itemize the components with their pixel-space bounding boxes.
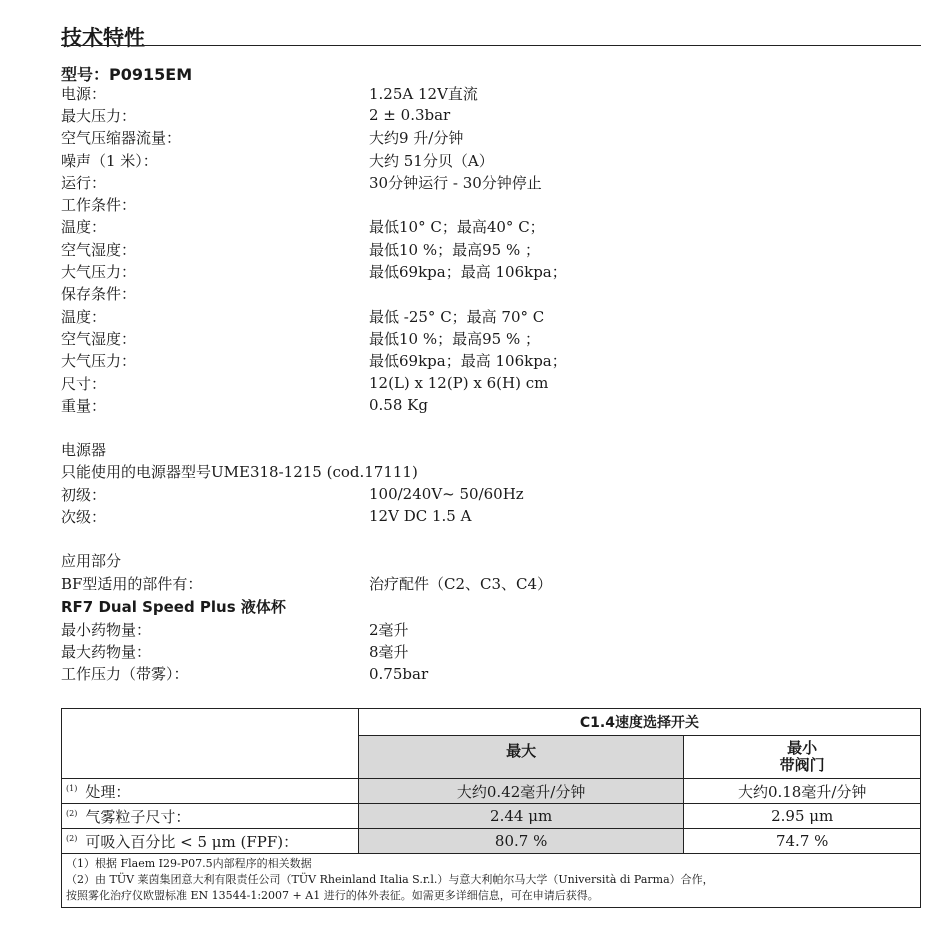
spec-label: BF型适用的部件有： <box>61 574 203 593</box>
spec-row <box>61 550 921 572</box>
nebulizer-specs <box>61 618 921 685</box>
spec-label: 大气压力： <box>61 352 137 371</box>
spec-label: 空气湿度： <box>61 329 137 348</box>
spec-row <box>61 216 921 238</box>
spec-row <box>61 483 921 505</box>
spec-row <box>61 394 921 416</box>
table-row <box>62 779 921 804</box>
title-underline <box>61 45 921 46</box>
table-row <box>62 829 921 854</box>
page-title: 技术特性 <box>61 26 145 50</box>
col-min-header <box>684 736 921 779</box>
table-footnotes <box>62 854 921 908</box>
spec-value: 最低69kpa；最高 106kpa； <box>369 352 567 371</box>
spec-label: 空气压缩器流量： <box>61 129 182 148</box>
footnote-2: （2）由 TÜV 莱茵集团意大利有限责任公司（TÜV Rheinland Italia S.r.l.）与意大利帕尔马大学（Università di Parma）合作， <box>66 873 714 886</box>
spec-row <box>61 260 921 282</box>
row-label: 可吸入百分比 < 5 μm (FPF)： <box>85 832 299 851</box>
spec-row <box>61 461 921 483</box>
table-row <box>62 804 921 829</box>
footnote-3: 按照雾化治疗仪欧盟标准 EN 13544-1:2007 + A1 进行的体外表征。如需更多详细信息，可在申请后获得。 <box>66 889 599 902</box>
spec-row <box>61 327 921 349</box>
spec-value: 100/240V~ 50/60Hz <box>369 485 524 504</box>
spec-row <box>61 618 921 640</box>
col-min-line2: 带阀门 <box>779 756 825 774</box>
table-body <box>62 779 921 854</box>
spec-value: 最低69kpa；最高 106kpa； <box>369 263 567 282</box>
spec-label: 只能使用的电源器型号UME318-1215 (cod.17111) <box>61 463 418 482</box>
spec-row <box>61 193 921 215</box>
max-value-cell: 80.7 % <box>358 829 683 854</box>
spec-row <box>61 572 921 594</box>
spec-label: 最小药物量： <box>61 620 152 639</box>
nebulizer-title: RF7 Dual Speed Plus 液体杯 <box>61 597 286 616</box>
spacer <box>61 416 921 438</box>
spec-row <box>61 127 921 149</box>
spec-label: 电源： <box>61 84 107 103</box>
min-value-cell: 大约0.18毫升/分钟 <box>684 779 921 804</box>
spec-row <box>61 171 921 193</box>
row-label-cell <box>62 829 359 854</box>
spec-value: 大约 51分贝（A） <box>369 151 494 170</box>
applied-part-specs <box>61 550 921 595</box>
spec-label: 大气压力： <box>61 263 137 282</box>
spec-list <box>61 82 921 685</box>
min-value-cell: 2.95 μm <box>684 804 921 829</box>
footnote-ref: (2) <box>66 833 78 843</box>
spec-row <box>61 505 921 527</box>
spec-row <box>61 283 921 305</box>
spec-row <box>61 350 921 372</box>
spec-row <box>61 641 921 663</box>
spec-value: 最低 -25° C；最高 70° C <box>369 307 545 326</box>
spec-value: 12V DC 1.5 A <box>369 507 472 526</box>
col-min-line1: 最小 <box>787 739 818 757</box>
spec-value: 2 ± 0.3bar <box>369 106 451 125</box>
spec-row <box>61 149 921 171</box>
spec-label: 初级： <box>61 485 107 504</box>
spec-value: 30分钟运行 - 30分钟停止 <box>369 173 542 192</box>
spec-value: 0.75bar <box>369 664 429 683</box>
max-value-cell: 大约0.42毫升/分钟 <box>358 779 683 804</box>
spec-label: 工作条件： <box>61 196 137 215</box>
footnote-1: （1）根据 Flaem I29-P07.5内部程序的相关数据 <box>66 857 312 870</box>
spec-label: 最大药物量： <box>61 643 152 662</box>
spec-label: 重量： <box>61 396 107 415</box>
spec-row <box>61 82 921 104</box>
row-label-cell <box>62 779 359 804</box>
spec-value: 1.25A 12V直流 <box>369 84 478 103</box>
row-label-cell <box>62 804 359 829</box>
spec-value: 8毫升 <box>369 643 409 662</box>
performance-table <box>61 708 921 908</box>
max-value-cell: 2.44 μm <box>358 804 683 829</box>
speed-switch-header: C1.4速度选择开关 <box>358 709 920 736</box>
spec-label: 空气湿度： <box>61 240 137 259</box>
footnote-ref: (1) <box>66 783 78 793</box>
spec-value: 最低10 %；最高95 % ； <box>369 240 540 259</box>
spec-value: 大约9 升/分钟 <box>369 129 464 148</box>
spec-value: 2毫升 <box>369 620 409 639</box>
spec-label: 温度： <box>61 307 107 326</box>
spec-row <box>61 663 921 685</box>
spec-label: 噪声（1 米）： <box>61 151 158 170</box>
spacer <box>61 528 921 550</box>
spec-row <box>61 372 921 394</box>
spec-row <box>61 238 921 260</box>
spec-label: 应用部分 <box>61 552 122 571</box>
spec-row <box>61 438 921 460</box>
row-label: 处理： <box>85 782 131 801</box>
spec-value: 治疗配件（C2、C3、C4） <box>369 574 553 593</box>
general-specs <box>61 82 921 416</box>
spec-label: 运行： <box>61 173 107 192</box>
col-max-header: 最大 <box>358 736 683 779</box>
spec-row <box>61 305 921 327</box>
power-supply-specs <box>61 438 921 527</box>
footnote-ref: (2) <box>66 808 78 818</box>
spec-label: 工作压力（带雾）： <box>61 665 189 684</box>
min-value-cell: 74.7 % <box>684 829 921 854</box>
spec-value: 最低10 %；最高95 % ； <box>369 329 540 348</box>
model-number: 型号：P0915EM <box>61 65 193 84</box>
row-label: 气雾粒子尺寸： <box>85 807 191 826</box>
spec-label: 保存条件： <box>61 285 137 304</box>
spec-label: 电源器 <box>61 441 107 460</box>
spec-value: 0.58 Kg <box>369 396 428 415</box>
spec-label: 温度： <box>61 218 107 237</box>
spec-label: 次级： <box>61 507 107 526</box>
spec-value: 最低10° C；最高40° C； <box>369 218 545 237</box>
spec-label: 尺寸： <box>61 374 107 393</box>
table-corner-cell <box>62 709 359 779</box>
spec-label: 最大压力： <box>61 106 137 125</box>
spec-row <box>61 104 921 126</box>
spec-value: 12(L) x 12(P) x 6(H) cm <box>369 374 549 392</box>
